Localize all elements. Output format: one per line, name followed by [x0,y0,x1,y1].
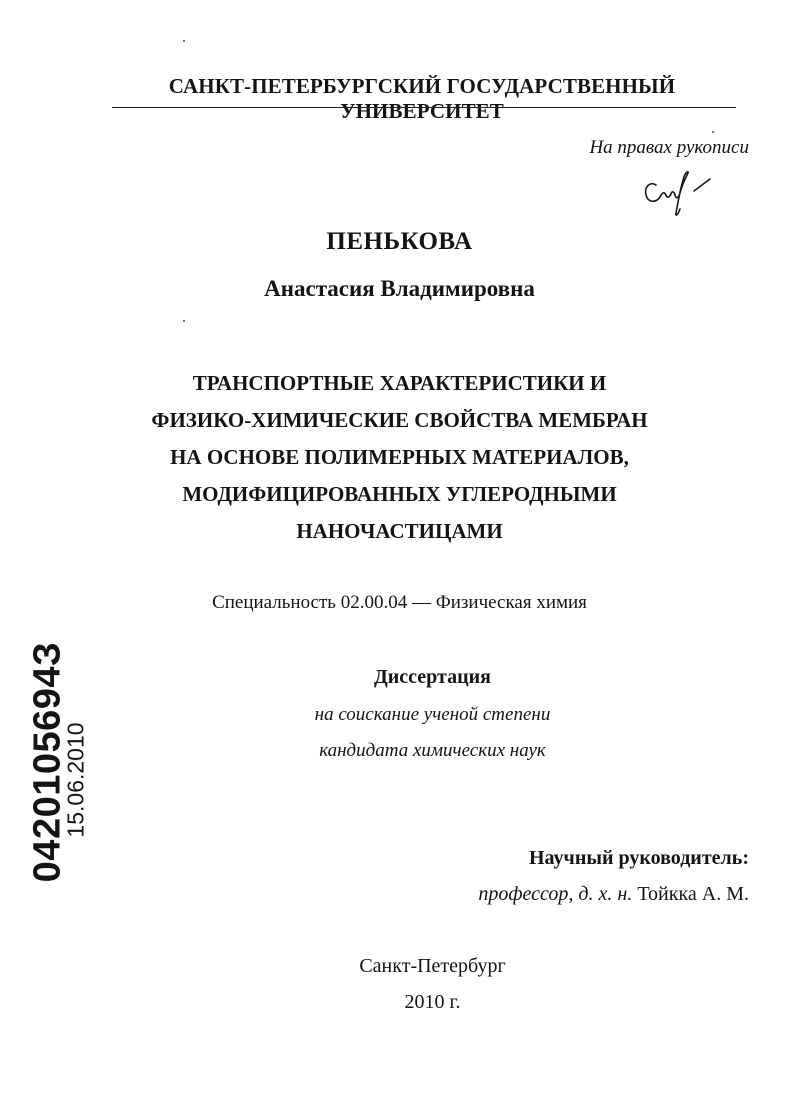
scan-speck [183,40,185,42]
city: Санкт-Петербург [359,955,506,977]
supervisor-label: Научный руководитель: [529,847,749,869]
author-given-names: Анастасия Владимировна [264,276,535,301]
author-surname: ПЕНЬКОВА [326,228,473,255]
supervisor-title: профессор, д. х. н. [478,883,633,905]
signature-image [636,163,716,221]
scan-speck [183,320,185,322]
year: 2010 г. [404,991,461,1013]
dissertation-title [0,365,799,550]
title-line: НАНОЧАСТИЦАМИ [296,519,503,543]
title-line: ФИЗИКО-ХИМИЧЕСКИЕ СВОЙСТВА МЕМБРАН [151,408,648,432]
scan-speck [712,131,714,133]
degree-type-line: кандидата химических наук [319,740,546,761]
header-rule [112,107,736,108]
stamp-date: 15.06.2010 [62,722,89,838]
title-line: ТРАНСПОРТНЫЕ ХАРАКТЕРИСТИКИ И [192,371,607,395]
supervisor-name: Тойкка А. М. [632,883,749,905]
rights-note: На правах рукописи [589,137,749,158]
university-name: САНКТ-ПЕТЕРБУРГСКИЙ ГОСУДАРСТВЕННЫЙ УНИВЕРСИТЕТ [168,74,676,123]
title-line: НА ОСНОВЕ ПОЛИМЕРНЫХ МАТЕРИАЛОВ, [170,445,629,469]
degree-line: на соискание ученой степени [314,704,551,725]
title-line: МОДИФИЦИРОВАННЫХ УГЛЕРОДНЫМИ [182,482,617,506]
stamp-number: 0420105694З [26,641,69,883]
specialty-line: Специальность 02.00.04 — Физическая химия [212,592,587,613]
dissertation-label: Диссертация [374,666,491,688]
supervisor-line [478,883,749,906]
